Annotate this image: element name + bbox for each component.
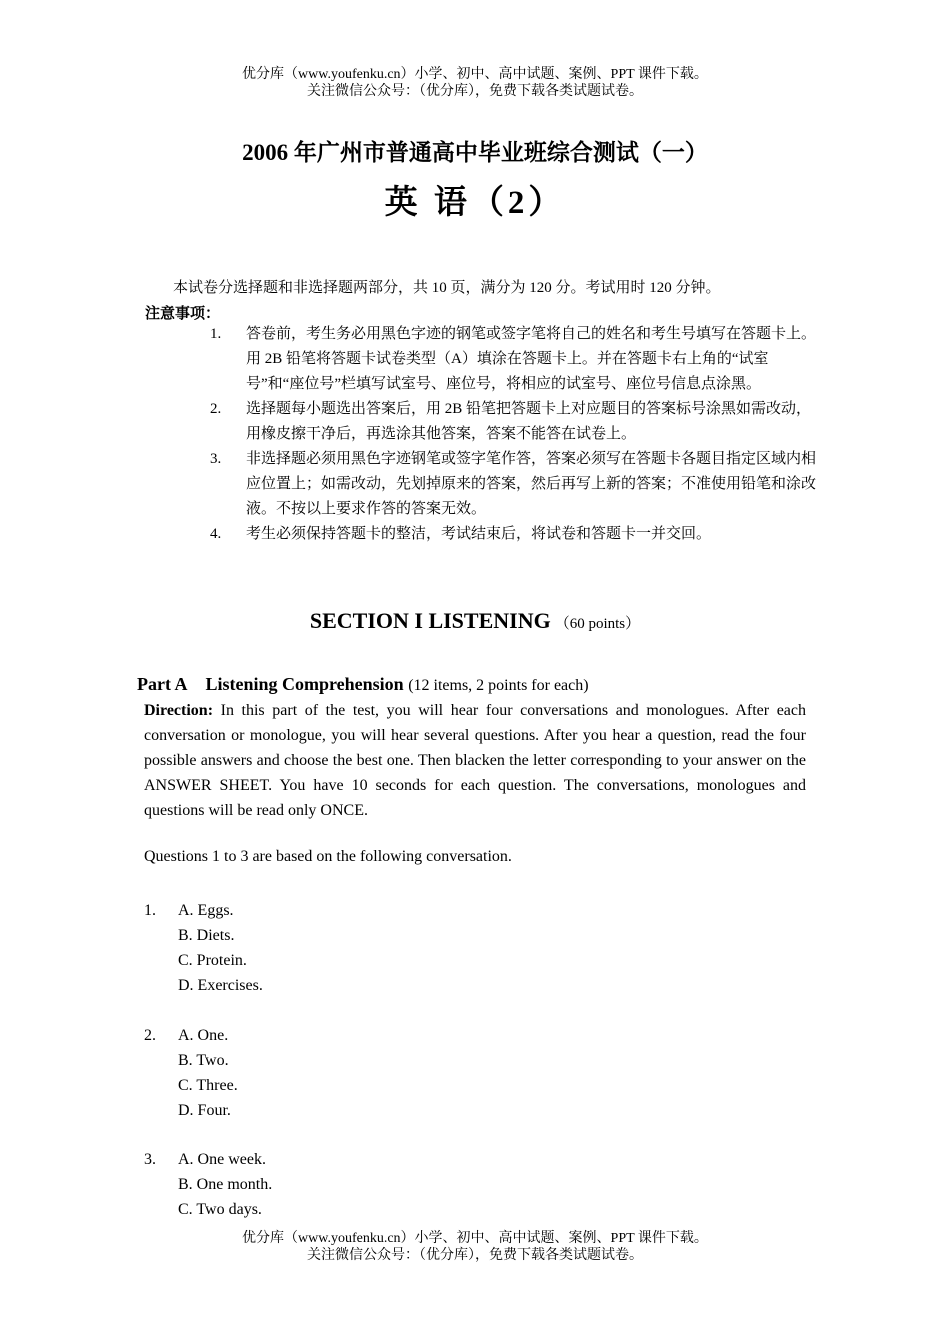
questions-intro: Questions 1 to 3 are based on the following conversation. bbox=[144, 848, 512, 865]
question-options bbox=[178, 1147, 272, 1222]
notice-item-number: 1. bbox=[210, 326, 222, 342]
direction-paragraph bbox=[144, 698, 806, 823]
answer-option: A. Eggs. bbox=[178, 902, 234, 919]
notice-item bbox=[210, 397, 820, 447]
part-a-heading bbox=[137, 674, 589, 695]
part-a-points: (12 items, 2 points for each) bbox=[408, 677, 589, 694]
intro-text: 本试卷分选择题和非选择题两部分，共 10 页，满分为 120 分。考试用时 120 分钟。 bbox=[173, 280, 721, 296]
page-header bbox=[0, 66, 950, 100]
answer-option: D. Exercises. bbox=[178, 977, 263, 994]
notice-item bbox=[210, 522, 820, 547]
subject-title: 英 语（2） bbox=[384, 185, 566, 221]
notice-item bbox=[210, 447, 820, 522]
notice-item-number: 3. bbox=[210, 451, 222, 467]
notice-item-number: 4. bbox=[210, 526, 222, 542]
exam-title: 2006 年广州市普通高中毕业班综合测试（一） bbox=[242, 140, 708, 165]
question-number: 2. bbox=[144, 1027, 156, 1044]
notice-item-text: 非选择题必须用黑色字迹钢笔或签字笔作答，答案必须写在答题卡各题目指定区域内相应位置上；如需改动，先划掉原来的答案，然后再写上新的答案；不准使用铅笔和涂改液。不按以上要求作答的答案无效。 bbox=[246, 451, 817, 517]
answer-option: C. Three. bbox=[178, 1077, 238, 1094]
answer-option: D. Four. bbox=[178, 1102, 231, 1119]
answer-option: A. One. bbox=[178, 1027, 229, 1044]
notice-list bbox=[210, 322, 820, 547]
notice-item-text: 选择题每小题选出答案后，用 2B 铅笔把答题卡上对应题目的答案标号涂黑如需改动，用橡皮擦干净后，再选涂其他答案，答案不能答在试卷上。 bbox=[246, 401, 812, 442]
question-options bbox=[178, 898, 263, 998]
page-footer bbox=[0, 1230, 950, 1264]
answer-option: B. One month. bbox=[178, 1176, 273, 1193]
answer-option: A. One week. bbox=[178, 1151, 266, 1168]
footer-line-1: 优分库（www.youfenku.cn）小学、初中、高中试题、案例、PPT 课件下载。 bbox=[242, 1231, 708, 1246]
answer-option: B. Diets. bbox=[178, 927, 235, 944]
footer-line-2: 关注微信公众号：（优分库），免费下载各类试题试卷。 bbox=[307, 1248, 643, 1263]
notice-heading: 注意事项： bbox=[145, 306, 221, 322]
part-a-label: Part A bbox=[137, 674, 188, 694]
question-number: 1. bbox=[144, 902, 156, 919]
section-heading bbox=[0, 608, 950, 634]
answer-option: C. Protein. bbox=[178, 952, 247, 969]
section-points: （60 points） bbox=[554, 616, 641, 632]
header-line-2: 关注微信公众号：（优分库），免费下载各类试题试卷。 bbox=[307, 84, 643, 99]
answer-option: B. Two. bbox=[178, 1052, 229, 1069]
notice-item bbox=[210, 322, 820, 397]
notice-item-text: 考生必须保持答题卡的整洁，考试结束后，将试卷和答题卡一并交回。 bbox=[246, 526, 712, 542]
notice-item-text: 答卷前，考生务必用黑色字迹的钢笔或签字笔将自己的姓名和考生号填写在答题卡上。用 2B 铅笔将答题卡试卷类型（A）填涂在答题卡上。并在答题卡右上角的“试室号”和“座位号”栏填写试室号、座位号，将相应的试室号、座位号信息点涂黑。 bbox=[246, 326, 817, 392]
answer-option: C. Two days. bbox=[178, 1201, 262, 1218]
question-number: 3. bbox=[144, 1151, 156, 1168]
notice-item-number: 2. bbox=[210, 401, 222, 417]
question-options bbox=[178, 1023, 238, 1123]
part-a-name: Listening Comprehension bbox=[205, 674, 404, 694]
header-line-1: 优分库（www.youfenku.cn）小学、初中、高中试题、案例、PPT 课件下载。 bbox=[242, 67, 708, 82]
direction-text: In this part of the test, you will hear four conversations and monologues. After each conversation or monologue, you will hear several questions. After you hear a question, read the four possible answers and choose the best one. Then blacken the letter corresponding to your answer on the ANSWER SHEET. You have 10 seconds for each question. The conversations, monologues and questions will be read only ONCE. bbox=[144, 702, 806, 819]
direction-label: Direction: bbox=[144, 702, 214, 719]
section-title: SECTION I LISTENING bbox=[309, 608, 551, 633]
